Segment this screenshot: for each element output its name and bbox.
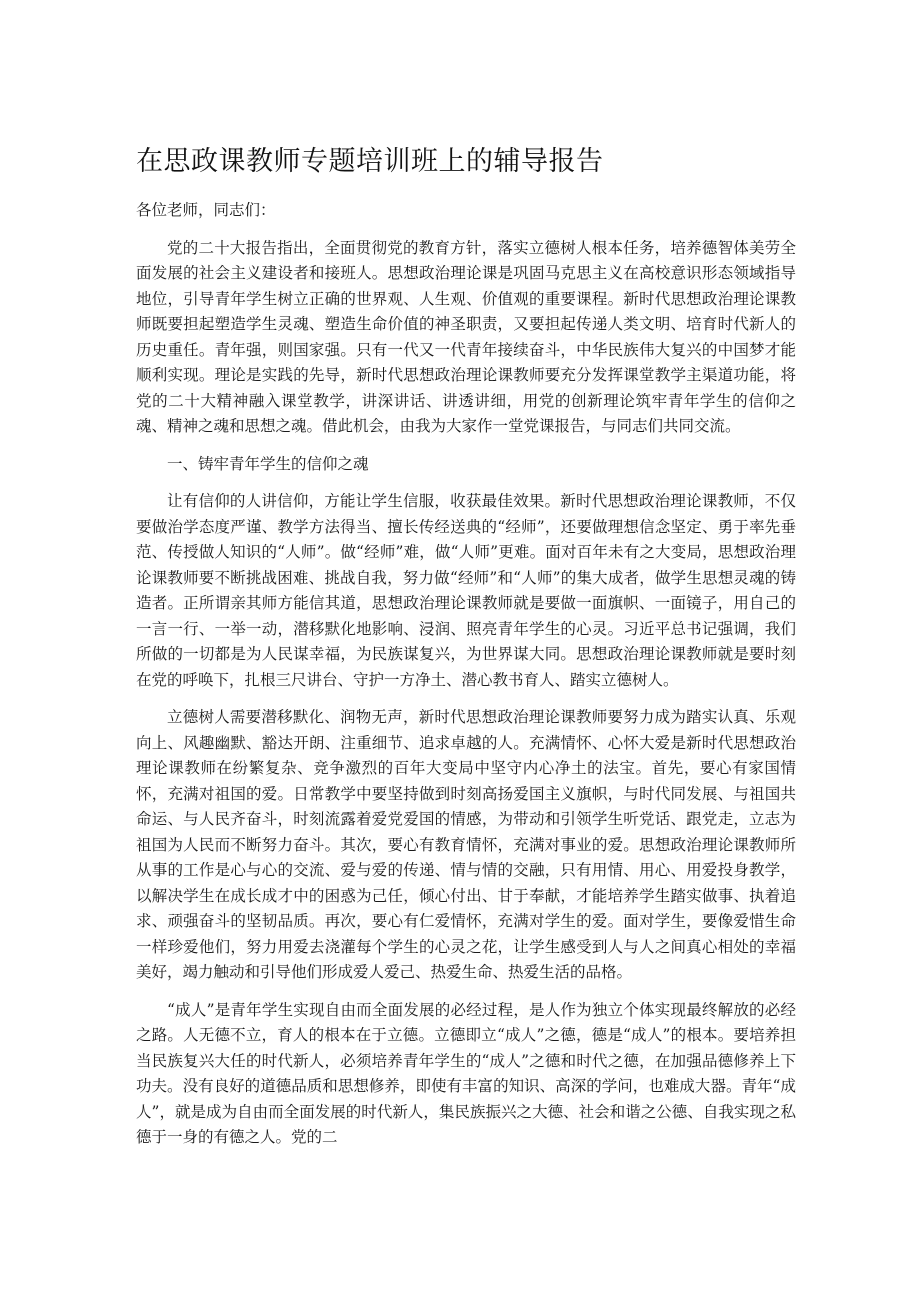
document-title: 在思政课教师专题培训班上的辅导报告 bbox=[136, 146, 604, 177]
paragraph-adulthood: “成人”是青年学生实现自由而全面发展的必经过程，是人作为独立个体实现最终解放的必经之路。人无德不立，育人的根本在于立德。立德即立“成人”之德，德是“成人”的根本。要培养担当民族复兴大任的时代新人，必须培养青年学生的“成人”之德和时代之德，在加强品德修养上下功夫。没有良好的道德品质和思想修养，即使有丰富的知识、高深的学问，也难成大器。青年“成人”，就是成为自由而全面发展的时代新人，集民族振兴之大德、社会和谐之公德、自我实现之私德于一身的有德之人。党的二 bbox=[136, 1000, 796, 1146]
paragraph-intro: 党的二十大报告指出，全面贯彻党的教育方针，落实立德树人根本任务，培养德智体美劳全面发展的社会主义建设者和接班人。思想政治理论课是巩固马克思主义在高校意识形态领域指导地位，引导青年学生树立正确的世界观、人生观、价值观的重要课程。新时代思想政治理论课教师既要担起塑造学生灵魂、塑造生命价值的神圣职责，又要担起传递人类文明、培育时代新人的历史重任。青年强，则国家强。只有一代又一代青年接续奋斗，中华民族伟大复兴的中国梦才能顺利实现。理论是实践的先导，新时代思想政治理论课教师要充分发挥课堂教学主渠道功能，将党的二十大精神融入课堂教学，讲深讲话、讲透讲细，用党的创新理论筑牢青年学生的信仰之魂、精神之魂和思想之魂。借此机会，由我为大家作一堂党课报告，与同志们共同交流。 bbox=[136, 238, 796, 435]
document-page bbox=[136, 140, 796, 1163]
greeting: 各位老师，同志们： bbox=[136, 201, 276, 219]
paragraph-belief: 让有信仰的人讲信仰，方能让学生信服，收获最佳效果。新时代思想政治理论课教师，不仅要做治学态度严谨、教学方法得当、擅长传经送典的“经师”，还要做理想信念坚定、勇于率先垂范、传授做人知识的“人师”。做“经师”难，做“人师”更难。面对百年未有之大变局，思想政治理论课教师要不断挑战困难、挑战自我，努力做“经师”和“人师”的集大成者，做学生思想灵魂的铸造者。正所谓亲其师方能信其道，思想政治理论课教师就是要做一面旗帜、一面镜子，用自己的一言一行、一举一动，潜移默化地影响、浸润、照亮青年学生的心灵。习近平总书记强调，我们所做的一切都是为人民谋幸福，为民族谋复兴，为世界谋大同。思想政治理论课教师就是要时刻在党的呼唤下，扎根三尺讲台、守护一方净土、潜心教书育人、踏实立德树人。 bbox=[136, 492, 796, 689]
section-heading-1: 一、铸牢青年学生的信仰之魂 bbox=[167, 454, 369, 473]
paragraph-virtue: 立德树人需要潜移默化、润物无声，新时代思想政治理论课教师要努力成为踏实认真、乐观向上、风趣幽默、豁达开朗、注重细节、追求卓越的人。充满情怀、心怀大爱是新时代思想政治理论课教师在纷繁复杂、竞争激烈的百年大变局中坚守内心净土的法宝。首先，要心有家国情怀，充满对祖国的爱。日常教学中要坚持做到时刻高扬爱国主义旗帜，与时代同发展、与祖国共命运、与人民齐奋斗，时刻流露着爱党爱国的情感，为带动和引领学生听党话、跟党走，立志为祖国为人民而不断努力奋斗。其次，要心有教育情怀，充满对事业的爱。思想政治理论课教师所从事的工作是心与心的交流、爱与爱的传递、情与情的交融，只有用情、用心、用爱投身教学，以解决学生在成长成才中的困惑为己任，倾心付出、甘于奉献，才能培养学生踏实做事、执着追求、顽强奋斗的坚韧品质。再次，要心有仁爱情怀，充满对学生的爱。面对学生，要像爱惜生命一样珍爱他们，努力用爱去浇灌每个学生的心灵之花，让学生感受到人与人之间真心相处的幸福美好，竭力触动和引导他们形成爱人爱己、热爱生命、热爱生活的品格。 bbox=[136, 708, 796, 981]
